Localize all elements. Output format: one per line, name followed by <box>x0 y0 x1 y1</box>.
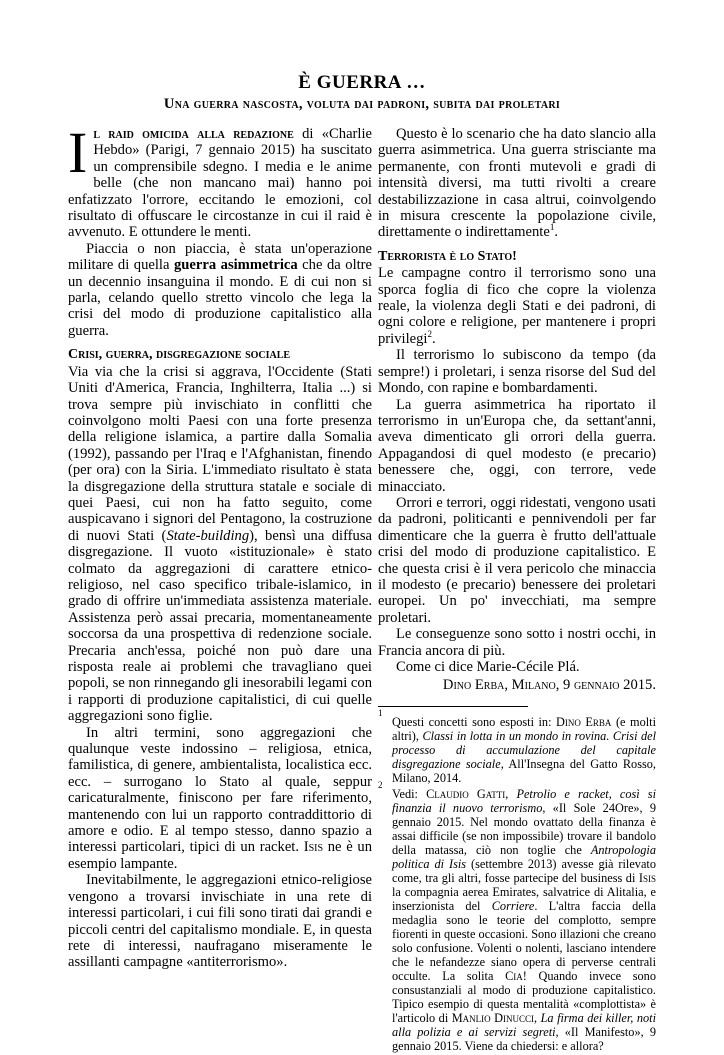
lead-small-caps: l raid omicida alla redazione <box>93 126 294 142</box>
small-caps-term: Isis <box>638 870 656 885</box>
paragraph <box>68 364 372 725</box>
article-title: Antropologia politica di Isis <box>392 842 656 871</box>
author-name: Dino Erba <box>556 714 612 729</box>
paragraph: Orrori e terrori, oggi ridestati, vengono usati da padroni, politicanti e pennivendoli per far dimenticare che la guerra è frutto dell'attuale crisi del modo di produzione capitalistico. E che questa crisi è il vera pericolo che minaccia il modesto (e precario) benessere dei proletari europei. Un po' invecchiati, ma sempre proletari. <box>378 494 656 626</box>
paragraph: Inevitabilmente, le aggregazioni etnico-religiose vengono a trovarsi invischiate in una rete di interessi particolari, i cui fili sono tirati dai grandi e piccoli centri del capitalismo mondiale. E, in questa rete di interessi, naufragano miseramente le assillanti campagne «antiterrorismo». <box>68 872 372 971</box>
footnote-text: Vedi: <box>392 786 427 801</box>
paragraph-text: Piaccia o non piaccia, è stata un'operazione militare di quella <box>68 240 372 274</box>
paragraph-text: . <box>554 224 558 241</box>
footnote-text: la compagnia aerea Emirates, salvatrice di Alitalia, e inserzionista del <box>392 884 656 913</box>
section-heading: Crisi, guerra, disgregazione sociale <box>68 347 291 363</box>
footnote-text: (settembre 2013) avesse già rilevato come, tra gli altri, fosse partecipe del business di <box>392 856 656 885</box>
paragraph <box>68 241 372 339</box>
right-column <box>378 126 656 1055</box>
footnote-text: . L'altra faccia della medaglia sono le teorie del complotto, sempre fiorenti in queste occasioni. Sono illazioni che creano solo confusione. Volenti o nolenti, lasciano intendere che le nefandezze siano opera di perverse centrali occulte. La solita <box>392 898 657 983</box>
paragraph <box>378 126 656 241</box>
footnote-text: , <box>505 786 517 801</box>
paragraph-text: ), bensì una diffusa disgregazione. Il vuoto «istituzionale» è stato colmato da aggregazioni di carattere etnico-religioso, nel caso specifico tribale-islamico, in grado di offrire un'immediata assistenza materiale. Assistenza però assai precaria, momentaneamente soccorsa da una prospettiva di redenzione sociale. Precaria anch'essa, poiché non può dare una risposta reale ai problemi che travagliano quei popoli, se non rinnegando gli inesorabili legami con i rapporti di produzione capitalistici, di cui quelle aggregazioni sono figlie. <box>68 527 372 725</box>
paragraph-text: che da oltre un decennio insanguina il mondo. E di cui non si parla, celando quello stretto vincolo che lega la crisi del modo di produzione capitalistico alla guerra. <box>68 257 373 339</box>
paragraph-intro <box>68 120 372 241</box>
footnote-text: , All'Insegna del Gatto Rosso, Milano, 2014. <box>392 756 656 785</box>
page-title: È GUERRA … <box>298 72 426 93</box>
small-caps-term: Cia <box>505 968 523 983</box>
bold-term: guerra asimmetrica <box>173 257 298 274</box>
paragraph-text: di «Charlie Hebdo» (Parigi, 7 gennaio 2015) ha suscitato un comprensibile sdegno. I media e le anime belle (che non mancano mai) hanno poi enfatizzato l'orrore, eccitando le emozioni, col risultato di offuscare le circostanze in cui il raid è avvenuto. E ottundere le menti. <box>68 126 372 241</box>
section-heading: Terrorista è lo Stato! <box>378 248 517 264</box>
publication-title: Corriere <box>491 898 535 913</box>
footnote-text: , <box>534 1010 541 1025</box>
paragraph-text: Questo è lo scenario che ha dato slancio alla guerra asimmetrica. Una guerra strisciante ma permanente, con fronti mutevoli e gradi di intensità diversi, ma tutti rivolti a creare destabilizzazione in casa altrui, coinvolgendo in misura crescente la popolazione civile, direttamente o indirettamente <box>378 126 656 241</box>
paragraph-text: . <box>431 330 436 347</box>
paragraph: Come ci dice Marie-Cécile Plá. <box>396 659 580 675</box>
article-title: Petrolio e racket, così si finanzia il nuovo terrorismo <box>392 786 656 815</box>
footnote-divider <box>378 706 528 707</box>
page-subtitle: Una guerra nascosta, voluta dai padroni, subita dai proletari <box>163 96 561 112</box>
footnote-text: , «Il Manifesto», 9 gennaio 2015. Viene da chiedersi: e allora? <box>392 1024 656 1053</box>
paragraph-text: Le campagne contro il terrorismo sono una sporca foglia di fico che copre la violenza reale, la violenza degli Stati e dei padroni, di ogni colore e religione, per mantenere i propri privilegi <box>378 265 656 347</box>
author-name: Manlio Dinucci <box>451 1010 535 1025</box>
paragraph: Le conseguenze sono sotto i nostri occhi, in Francia ancora di più. <box>378 626 656 659</box>
drop-cap: I <box>68 120 88 185</box>
footnote-ref: 2 <box>427 329 432 340</box>
paragraph <box>378 265 656 347</box>
paragraph: Il terrorismo lo subiscono da tempo (da sempre!) i proletari, i senza risorse del Sud del Mondo, con rapine e bombardamenti. <box>378 347 656 397</box>
book-title: Classi in lotta in un mondo in rovina. Crisi del processo di accumulazione del capitale disgregazione sociale <box>392 728 656 771</box>
footnote-text: ! Quando invece sono consustanziali al modo di produzione capitalistico. Tipico esempio di questa mentalità «complottista» è l'articolo di <box>392 968 656 1025</box>
footnotes <box>378 707 657 1053</box>
author-name: Claudio Gatti <box>426 786 506 801</box>
paragraph-text: Via via che la crisi si aggrava, l'Occidente (Stati Uniti d'America, Francia, Inghilterra, Italia ...) si trova sempre più invischiato in conflitti che coinvolgono molti Paesi con una forte presenza della religione islamica, a partire dalla Somalia (1992), passando per l'Iraq e l'Afghanistan, finendo (per ora) con la Siria. L'immediato risultato è stata la disgregazione della struttura statale e sociale di quei Paesi, cui non ha fatto seguito, come auspicavano i signori del Pentagono, la costruzione di nuovi Stati ( <box>68 363 372 544</box>
footnote-text: (e molti altri), <box>392 714 656 743</box>
footnote-text: Questi concetti sono esposti in: <box>392 714 557 729</box>
footnote-text: , «Il Sole 24Ore», 9 gennaio 2015. Nel mondo ovattato della finanza è assai difficile (se non impossibile) trovare il bandolo della matassa, ciò non toglie che <box>392 800 657 857</box>
paragraph-text: In altri termini, sono aggregazioni che qualunque veste indossino – religiosa, etnica, familistica, di genere, ambientalista, localistica ecc. ecc. – surrogano lo Stato al quale, seppur caricaturalmente, finiscono per fare riferimento, mantenendo con lui un rapporto contraddittorio di amore e odio. E al tempo stesso, danno spazio a interessi particolari, tipici di un racket. <box>68 724 372 856</box>
paragraph-text: ne è un esempio lampante. <box>68 839 372 872</box>
article-title: La firma dei killer, noti alla polizia e ai servizi segreti <box>392 1010 656 1039</box>
left-column <box>68 120 373 971</box>
small-caps-term: Isis <box>303 839 324 856</box>
footnote: 1 Questi concetti sono esposti in: Dino Erba (e molti altri), Classi in lotta in un mondo in rovina. Crisi del processo di accumulazione del capitale disgregazione sociale, All'Insegna del Gatto Rosso, Milano, 2014. <box>378 707 656 785</box>
footnote-ref: 1 <box>549 222 555 233</box>
footnote: 2 Vedi: Claudio Gatti, Petrolio e racket, così si finanzia il nuovo terrorismo, «Il Sole 24Ore», 9 gennaio 2015. Nel mondo ovattato della finanza è assai difficile (se non impossibile) trovare il bandolo della matassa, ciò non toglie che Antropologia politica di Isis (settembre 2013) avesse già rilevato come, tra gli altri, fosse partecipe del business di Isis la compagnia aerea Emirates, salvatrice di Alitalia, e inserzionista del Corriere. L'altra faccia della medaglia sono le teorie del complotto, sempre fiorenti in queste occasioni. Sono illazioni che creano solo confusione. Volenti o nolenti, lasciano intendere che le nefandezze siano opera di perverse centrali occulte. La solita Cia! Quando invece sono consustanziali al modo di produzione capitalistico. Tipico esempio di questa mentalità «complottista» è l'articolo di Manlio Dinucci, La firma dei killer, noti alla polizia e ai servizi segreti, «Il Manifesto», 9 gennaio 2015. Viene da chiedersi: e allora? <box>378 779 657 1053</box>
italic-term: State-building <box>166 527 250 544</box>
author-signature: Dino Erba, Milano, 9 gennaio 2015. <box>442 677 656 694</box>
paragraph <box>68 725 372 873</box>
paragraph: La guerra asimmetrica ha riportato il terrorismo in un'Europa che, da settant'anni, aveva dimenticato gli orrori della guerra. Appagandosi di quel modesto (e precario) benessere che, oggi, con terrore, vede minacciato. <box>378 396 656 495</box>
